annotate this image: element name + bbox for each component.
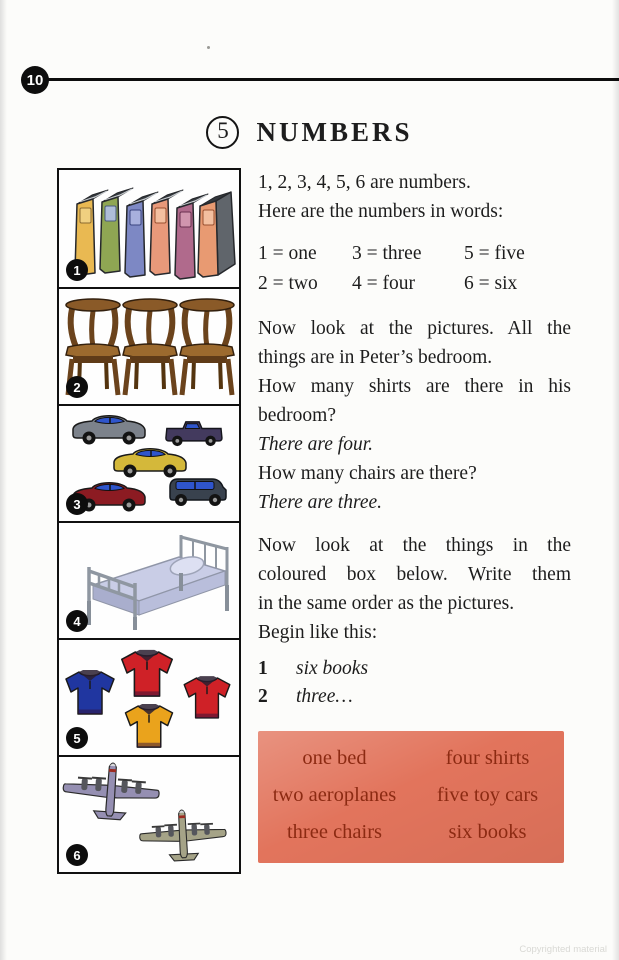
example-item [258,655,571,683]
text-line: in the same order as the pictures. [258,593,515,614]
word-item: five toy cars [436,784,539,806]
word-item: one bed [302,747,367,769]
number-word: 1 = one [258,243,317,264]
text-line: Now look at the things in the [258,535,571,556]
lesson-heading [0,112,619,152]
number-word: 6 = six [464,273,518,294]
picture-number-badge: 1 [66,259,88,281]
text-line: coloured box below. Write them [258,564,571,585]
text-line-italic: There are four. [258,434,374,455]
picture-number-badge: 3 [66,493,88,515]
text-line: bedroom? [258,405,336,426]
number-word: 2 = two [258,273,318,294]
picture-number-badge: 5 [66,727,88,749]
copyright-watermark: Copyrighted material [519,944,607,955]
lesson-number-circle: 5 [206,116,239,149]
number-word: 3 = three [352,243,422,264]
picture-cell-chairs [59,287,239,404]
word-item: four shirts [445,747,530,769]
picture-number-badge: 6 [66,844,88,866]
word-box-left-column [258,740,411,851]
example-list [258,655,571,711]
pictures-column [57,168,241,874]
word-item: six books [448,821,527,843]
page-number-badge: 10 [21,66,49,94]
word-box-right-column [411,740,564,851]
number-word: 4 = four [352,273,415,294]
intro-line-1: 1, 2, 3, 4, 5, 6 are numbers. [258,172,471,193]
example-text: six books [296,658,369,679]
picture-cell-aeroplanes [59,755,239,872]
paragraph-pictures [258,314,571,517]
picture-cell-cars [59,404,239,521]
word-item: two aeroplanes [272,784,397,806]
content-area [57,168,571,874]
example-item [258,683,571,711]
text-line-italic: There are three. [258,492,383,513]
intro-paragraph [258,168,571,226]
top-rule-line [46,78,619,81]
intro-line-2: Here are the numbers in words: [258,201,504,222]
page-title: NUMBERS [256,116,413,147]
picture-number-badge: 4 [66,610,88,632]
text-line: Begin like this: [258,622,378,643]
picture-cell-books [59,170,239,287]
text-line: Now look at the pictures. All the [258,318,571,339]
number-word: 5 = five [464,243,525,264]
word-item: three chairs [286,821,383,843]
text-line: How many shirts are there in his [258,376,571,397]
picture-number-badge: 2 [66,376,88,398]
picture-cell-bed [59,521,239,638]
paragraph-box-instructions [258,531,571,647]
example-number: 1 [258,658,268,679]
scan-dot-artifact [207,46,210,49]
example-text: three… [296,686,353,707]
number-words-table [258,239,571,299]
coloured-word-box [258,731,564,863]
text-line: things are in Peter’s bedroom. [258,347,493,368]
picture-cell-shirts [59,638,239,755]
example-number: 2 [258,686,268,707]
text-column [258,168,571,863]
text-line: How many chairs are there? [258,463,477,484]
